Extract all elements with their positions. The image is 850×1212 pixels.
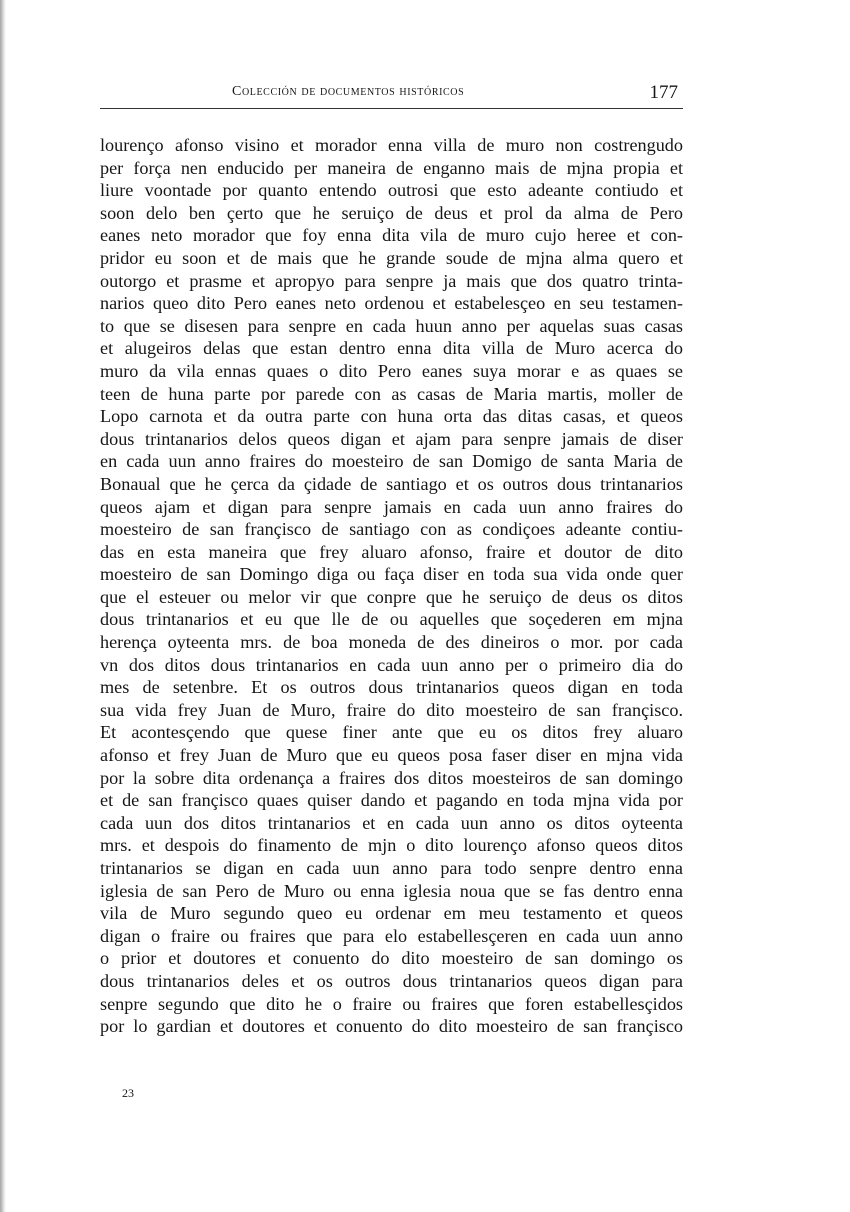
page-number: 177: [649, 82, 678, 103]
page-header: [100, 84, 683, 110]
text-line: moesteiro de san françisco de santiago con as condiçoes adeante contiu-: [100, 519, 683, 540]
text-line: cada uun dos ditos trintanarios et en cada uun anno os ditos oyteenta: [100, 812, 683, 833]
text-line: digan o fraire ou fraires que para elo estabellesçeren en cada uun anno: [100, 925, 683, 946]
text-line: narios queo dito Pero eanes neto ordenou et estabelesçeo en seu testamen-: [100, 293, 683, 314]
text-line: iglesia de san Pero de Muro ou enna iglesia noua que se fas dentro enna: [100, 880, 683, 901]
text-line: Et acontesçendo que quese finer ante que eu os ditos frey aluaro: [100, 722, 683, 743]
text-line: que el esteuer ou melor vir que conpre que he seruiço de deus os ditos: [100, 586, 683, 607]
text-line: queos ajam et digan para senpre jamais en cada uun anno fraires do: [100, 496, 683, 517]
text-line: Bonaual que he çerca da çidade de santiago et os outros dous trintanarios: [100, 473, 683, 494]
text-line: dous trintanarios et eu que lle de ou aquelles que soçederen em mjna: [100, 609, 683, 630]
text-line: per força nen enducido per maneira de enganno mais de mjna propia et: [100, 157, 683, 178]
text-line: senpre segundo que dito he o fraire ou fraires que foren estabellesçidos: [100, 993, 683, 1014]
text-line: teen de huna parte por parede con as casas de Maria martis, moller de: [100, 383, 683, 404]
text-line: en cada uun anno fraires do moesteiro de san Domigo de santa Maria de: [100, 451, 683, 472]
text-line: das en esta maneira que frey aluaro afonso, fraire et doutor de dito: [100, 541, 683, 562]
text-line: herença oyteenta mrs. de boa moneda de des dineiros o mor. por cada: [100, 632, 683, 653]
text-line: outorgo et prasme et apropyo para senpre ja mais que dos quatro trinta-: [100, 270, 683, 291]
signature-mark: 23: [122, 1086, 134, 1100]
text-line: mes de setenbre. Et os outros dous trintanarios queos digan en toda: [100, 677, 683, 698]
text-line: dous trintanarios delos queos digan et ajam para senpre jamais de diser: [100, 428, 683, 449]
text-line: to que se disesen para senpre en cada huun anno per aquelas suas casas: [100, 315, 683, 336]
text-line: muro da vila ennas quaes o dito Pero eanes suya morar e as quaes se: [100, 360, 683, 381]
text-line: pridor eu soon et de mais que he grande soude de mjna alma quero et: [100, 247, 683, 268]
text-line: o prior et doutores et conuento do dito moesteiro de san domingo os: [100, 948, 683, 969]
text-line: afonso et frey Juan de Muro que eu queos posa faser diser en mjna vida: [100, 745, 683, 766]
text-line: vn dos ditos dous trintanarios en cada uun anno per o primeiro dia do: [100, 654, 683, 675]
text-line: mrs. et despois do finamento de mjn o dito lourenço afonso queos ditos: [100, 835, 683, 856]
text-line: Lopo carnota et da outra parte con huna orta das ditas casas, et queos: [100, 406, 683, 427]
text-line: moesteiro de san Domingo diga ou faça diser en toda sua vida onde quer: [100, 564, 683, 585]
text-line: vila de Muro segundo queo eu ordenar em meu testamento et queos: [100, 903, 683, 924]
document-body: [100, 134, 683, 1038]
text-line: dous trintanarios deles et os outros dous trintanarios queos digan para: [100, 970, 683, 991]
text-line: et alugeiros delas que estan dentro enna dita villa de Muro acerca do: [100, 338, 683, 359]
text-line: liure voontade por quanto entendo outrosi que esto adeante contiudo et: [100, 180, 683, 201]
text-line: eanes neto morador que foy enna dita vila de muro cujo heree et con-: [100, 225, 683, 246]
running-title: Colección de documentos históricos: [232, 84, 465, 99]
text-line: sua vida frey Juan de Muro, fraire do dito moesteiro de san françisco.: [100, 699, 683, 720]
header-rule: [100, 108, 683, 109]
text-line: por la sobre dita ordenança a fraires dos ditos moesteiros de san domingo: [100, 767, 683, 788]
text-line: et de san françisco quaes quiser dando et pagando en toda mjna vida por: [100, 790, 683, 811]
text-line: por lo gardian et doutores et conuento do dito moesteiro de san françisco: [100, 1016, 683, 1037]
text-line: trintanarios se digan en cada uun anno para todo senpre dentro enna: [100, 858, 683, 878]
text-line: soon delo ben çerto que he seruiço de deus et prol da alma de Pero: [100, 202, 683, 223]
text-line: lourenço afonso visino et morador enna villa de muro non costrengudo: [100, 135, 683, 155]
page-gutter-shadow: [0, 0, 6, 1212]
